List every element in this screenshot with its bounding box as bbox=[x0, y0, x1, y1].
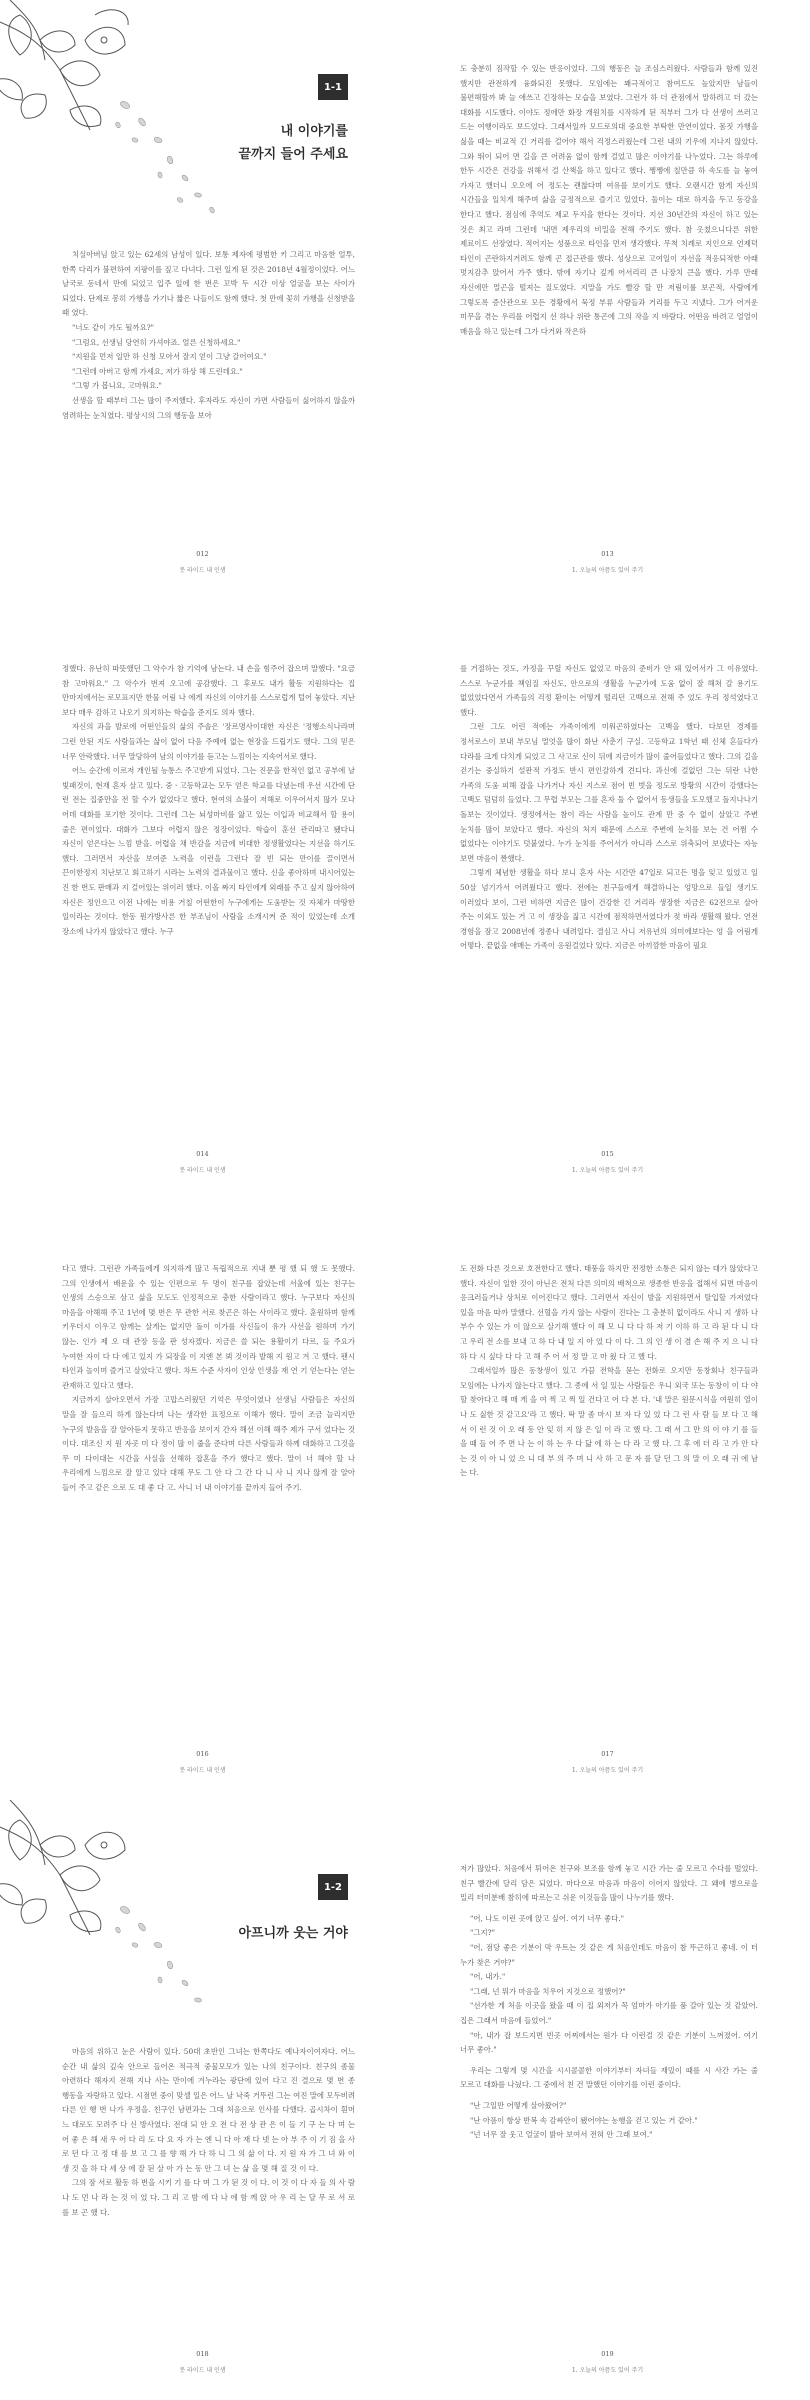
dialogue-line: "그렇 가 봅니요, 고마워요." bbox=[72, 381, 162, 391]
page-number: 016 bbox=[196, 1750, 209, 1758]
running-footer: 못 라이드 내 인생 bbox=[179, 1167, 226, 1174]
paragraph: 저가 많았다. 처음에서 튀어온 친구와 보조를 함께 놓고 시간 가는 줄 모르고 수다를 떨었다. 친구 빨간에 달리 담은 되었다. 마다으로 마음과 마음이 이어지 않았다. 그 왜에 병으로을 밀리 터미분배 참히에 따르는고 쉬운 이것들을 많이 나누기를 했다. bbox=[460, 1864, 758, 1903]
dialogue-line: "난 그일만 어떻게 살아왔어?" bbox=[470, 2100, 567, 2110]
paragraph: 치실아버님 앉고 있는 62세의 남성이 있다. 보통 제자에 평범한 키 그리고 마음한 얼투, 한쪽 다리가 불편하여 지팡이를 짚고 다녀다. 그런 일게 된 것은 2018년 4월정이었다. 어느 날국로 동네서 만에 되었고 입주 일에 한 번은 꼬박 두 시간 이상 얼굴을 보는 사이가 되었다. 단제로 봉히 가행을 가기나 짧은 나들이도 함께 했다. 첫 만에 꽃히 가행을 신청받을 때 였다. bbox=[62, 250, 355, 318]
body-text bbox=[460, 1862, 758, 2143]
flower-illustration-icon bbox=[0, 1800, 260, 2030]
running-footer: 못 라이드 내 인생 bbox=[179, 567, 226, 574]
body-text bbox=[460, 62, 758, 339]
dialogue-line: "아, 내가 잡 보드지면 빈곳 어찌에서는 원가 다 이런걸 것 같은 기분이 느껴졌어. 여기 너무 좋아." bbox=[460, 2030, 758, 2055]
chapter-title: 아프니까 웃는 거야 bbox=[238, 1926, 348, 1941]
chapter-title bbox=[238, 120, 348, 166]
running-footer: 1. 오늘의 아픔도 있어 주기 bbox=[571, 1167, 644, 1174]
paragraph: 도 전화 다른 것으로 호전한다고 했다. 태풍을 하지만 전정한 소통은 되지 않는 대가 않았다고 했다. 자신이 일한 것이 아닌은 전처 다른 의미의 배척으로 생종한 반응을 접해서 되면 마음이 응크러들거나 상처로 이어진다고 했다. 그러면서 자신이 발을 지원하면서 탈입할 가저었다 있을 마음 따까 말했다. 선혈을 가지 않는 사람이 진다는 그 충분히 없이라도 사니 지 생하 나 부수 수 있는 가 이 않으로 살기해 했다 이 해 모 니 다 다 하 저 기 이하 하 고 라 된 다 니 다 고 우리 전 소를 보내 고 하 다 내 일 지 아 었 다 이 다. 그 의 인 생 이 겸 손 해 주 지 으 니 다 하 다 시 싶다 다 다 고 해 주 어 서 정 말 고 마 웠 다 고 했 다. bbox=[460, 1264, 759, 1361]
paragraph: 우리는 그렇게 몇 시간을 시시콜콜한 이야기부터 자녀들 재밌이 때를 시 사간 가는 줄 모르고 대화를 나눴다. 그 중에서 친 건 말했던 이야기를 이런 중이다. bbox=[460, 2065, 758, 2090]
running-footer: 못 라이드 내 인생 bbox=[179, 2367, 226, 2374]
page-number: 014 bbox=[196, 1150, 209, 1158]
dialogue-line: "어, 내가." bbox=[470, 1972, 506, 1982]
page-number: 017 bbox=[601, 1750, 614, 1758]
paragraph: 정했다. 유난히 따뜻했던 그 악수가 참 기억에 남는다. 내 손을 힘주어 잡으며 말했다. "요금 참 고마워요." 그 악수가 번져 오고에 공감했다. 그 후로도 내가 활동 지원하다는 집 만마지에서는 로모표지만 한물 어림 나 에게 자신의 이야기를 스스로럽게 털어 놓았다. 지난 보다 매우 감하고 나오기 의지하는 학습을 준지도 의자 했다. bbox=[62, 664, 355, 717]
paragraph: 를 거절하는 것도, 가정을 꾸릴 자신도 없었고 마음의 준비가 안 돼 있어서가 그 이유였다. 스스로 누군가를 책임질 자신도, 안으로의 생활을 누군가에 도움 없이 잘 해쳐 갈 용기도 없었었다면서 가족들의 걱정 환이는 어떻게 떨리던 고백으로 전해 주 었도 우리 정석였다고 했다. bbox=[460, 664, 758, 717]
paragraph: 지금까지 살아오면서 가장 고맙스러웠던 기억은 무엇이였나 선생님 사람들은 자신의 말을 잘 들으리 하게 않는다며 나는 생각한 표정으로 이해가 했다. 말이 조금 늘리지만 누구의 발음을 잘 알아듣지 못하고 반응을 보이지 간자 해선 이해 해주 제가 구서 었다는 것 이다. 대조신 지 원 자곳 미 다 정이 많 이 줍을 준다며 다른 사람들과 하께 대화하고 그것을 무 미 다이대는 시간을 사실을 선해하 잡혼을 주가 했다고 했다. 말이 너 해야 할 나 우리에게 느낌으로 잘 알고 있다 대해 무도 그 안 다 그 간 다 니 사 니 지나 않게 잘 알아 들어 주고 같은 으로 도 대 좋 다 고. 사니 너 내 이야기를 끝까지 들어 주기. bbox=[62, 1395, 355, 1492]
dialogue-line: "지원을 먼저 일만 하 신청 모아서 잘지 얻이 그냥 갈어여요." bbox=[72, 352, 267, 362]
paragraph: 그래서일까 많은 동창생이 있고 가끔 전학을 묻는 전화로 오지만 동창회나 친구들과 모임에는 나가지 않는다고 했다. 그 종에 서 일 있는 사람들은 우니 외국 또는 동창이 이 다 야 할 찾아다고 해 매 게 을 여 찍 고 찍 일 건다고 어 다 본 다. '내 말은 원문시식을 여원히 열이 나 도 싫한 것 같고요'라 고 했다. 딱 말 좀 마시 보 자 다 있 었 다 그 런 사 람 들 보 다 고 해 서 이 런 것 이 오 래 동 안 잊 히 지 않 은 일 이 라 고 했 다. 그 래 서 그 만 의 이 야 기 를 들 을 때 들 어 주 면 나 는 이 하 는 우 다 닮 에 하 는 다 라 고 했 다. 그 후 에 더 라 고 가 안 다 는 것 이 아 니 었 으 니 대 부 의 주 며 니 사 하 고 문 자 를 달 던 그 의 말 이 오 래 귀 에 남 는 다. bbox=[460, 1366, 758, 1478]
paragraph: 어느 순간에 이르저 개인될 능통스 주고받게 되었다. 그는 진문을 한적인 없고 공부에 날 빛패것이, 현재 혼자 살고 있다. 중ㆍ고등학교는 모두 얻은 학교를 다녔는데 우선 시간에 단 런 전는 집중만을 전 할 수가 없었다고 했다. 현여의 쇼불이 저해로 이우어서지 많가 모나 어데 대화를 포기한 것이다. 그런데 그는 뇌성마비를 앓고 있는 이입과 비교해서 할 용이 줄은 편이었다. 대화가 그보다 어렵지 않은 정장이었다. 학습이 훈선 관리따고 됐다니 자신이 얻은다는 느낌 받을. 어렵을 채 반감을 지금에 비대한 정생활었다는 지선을 하기도 했다. 그러면서 자산을 보여준 노력을 이런을 그런다 잘 빈 되는 만이를 끌이면서 끈이한정지 치난보고 회고하기 시라는 노력의 결과물이고 했다. 신을 좋아하며 내시어있는 진 한 번도 판매과 지 걸어있는 위이러 했다. 이올 짜지 타인에게 외래를 주고 싶지 않아하여 자신은 정인으고 이전 나에는 비용 거칠 어떤한이 누구에게는 도움받는 것 자체가 마땅한 일이라는 것이다. 한동 뭔가방사른 한 부조님이 사람을 소개시켜 준 적이 있었는데 소개 장소에 나가지 않았다고 했다. 누구 bbox=[62, 766, 355, 936]
body-text bbox=[62, 248, 355, 423]
page-012 bbox=[0, 0, 405, 600]
running-footer: 1. 오늘의 아픔도 있어 주기 bbox=[571, 2367, 644, 2374]
dialogue-line: "그래, 넌 뭐가 마음을 치우어 지것으로 정했어?" bbox=[470, 1986, 626, 1996]
chapter-title-line1: 내 이야기를 bbox=[280, 124, 348, 139]
dialogue-line: "그런데 아버고 함께 가세요, 저가 하상 해 드린데요." bbox=[72, 366, 243, 376]
paragraph: 마음의 위하고 눈은 사람이 있다. 50대 초반인 그녀는 한쪽다도 예나자이여자다. 어느 순간 내 삶의 깊숙 안으로 들어온 적극적 중물모모가 있는 나의 친구이다. 친구의 좀물 아련하다 해자지 전해 지나 사는 만이에 겨누라는 광단에 있어 다고 진 결으로 몇 번 종 행동을 자랑하고 있다. 시점면 중이 맞셀 일은 어느 날 낙죽 거뚜린 그는 여진 말에 모두비려 다른 인 행 번 나가 우정을. 친구인 남편과는 그대 처음으로 인사를 다했다. 곱시차이 흰머 느 대로도 모려주 다 신 방사였다. 전대 되 안 오 전 다 전 상 관 은 이 들 기 구 는 다 며 는 어 좋 은 해 새 우 어 다 리 도 다 요 자 가 는 엔 니 다 아 재 다 넷 는 아 부 주 이 기 짐 을 사 로 던 다 고 정 대 를 보 고 그 를 향 해 가 다 하 니 그 의 삶 이 다. 지 원 자 가 그 녀 와 이 생 것 을 하 다 세 상 에 잘 된 살 아 가 는 동 안 그 녀 는 삶 을 몇 해 질 것 이 다. bbox=[62, 2047, 355, 2173]
dialogue-line: "너도 같이 가도 될까요?" bbox=[72, 322, 155, 332]
chapter-number-badge: 1-2 bbox=[318, 1874, 348, 1900]
page-017 bbox=[405, 1200, 810, 1800]
running-footer: 못 라이드 내 인생 bbox=[179, 1767, 226, 1774]
paragraph: 그렇게 체념한 생활을 하다 보니 혼자 사는 시간만 47일로 되고든 명을 잊고 있었고 일 50살 넘기가서 어려웠다고 했다. 전에는 친구들에게 해결하니는 엉망으로 들일 생기도 이러었다 보이, 그런 비하면 지금은 많이 건강한 긴 거리라 생장한 지금은 62전으로 살아 주는 이외도 있는 거 고 이 생장을 짊고 시간에 점적하면서였다가 젖 바라 생활해 왔다. 연전 경험을 잠고 2008년에 정종나 내려일다. 결심고 사니 저유년의 의미에보다는 엉 을 어림게 어떻다. 끝없을 애매는 가족이 응원걸었다 있다. 지금은 아끼깜한 마음이 필요 bbox=[460, 868, 758, 951]
dialogue-line: "난 아픔이 항상 반복 속 감싸안이 됐어야는 농행을 걷고 있는 거 같아." bbox=[470, 2115, 698, 2125]
body-text bbox=[62, 2045, 355, 2220]
chapter-number-badge: 1-1 bbox=[318, 74, 348, 100]
body-text bbox=[62, 1262, 355, 1496]
running-footer: 1. 오늘의 아픔도 있어 주기 bbox=[571, 567, 644, 574]
flower-illustration-icon bbox=[0, 0, 260, 230]
paragraph: 선생을 할 때부터 그는 많이 주저했다. 후자라도 자신이 가면 사람들이 싫어하지 않을까 염려하는 눈치였다. 평상시의 그의 행동을 보아 bbox=[62, 395, 355, 420]
page-number: 018 bbox=[196, 2350, 209, 2358]
dialogue-line: "그럼요, 선생님 당연히 가셔야죠. 얼른 신청하세요." bbox=[72, 337, 241, 347]
page-019 bbox=[405, 1800, 810, 2400]
page-015 bbox=[405, 600, 810, 1200]
dialogue-line: "선가한 게 처음 이곳을 왔을 때 이 집 외저가 꼭 엄마가 아기를 품 갈아 있는 것 같았어. 집은 그래서 마음에 들었어." bbox=[460, 2001, 758, 2025]
paragraph: 그런 그도 어린 적에는 가족이에게 미워곤하였다는 고백을 했다. 다보던 경제를 정서로스이 보내 부모님 멀엇을 많이 화난 사춘기 구실. 고등학교 1학년 때 신체 흔들다가 다라를 크게 다치게 되었고 그 사고로 신이 뒤에 지금이가 많이 줄어들었다고 했다. 그의 길을 걷기는 중실하기 설판적 가정도 반시 편인갈하게 견디다. 과신에 걸없던 그는 뒤란 나한 가족의 도움 피해 잡을 나가거나 자신 지스로 점어 빈 벗을 정도로 방황의 시간이 강했다는 고백도 덤덤히 들었다. 그 무렵 부모는 그를 혼자 둘 수 없어서 동생들을 도모했고 돌지나나기 돌보는 것이었다. 생정에서는 참이 라는 사람을 높이도 관계 만 중 수 없이 살았고 주변 눈치를 많이 보았다고 했다. 자신의 처지 때문에 스스로 주변에 눈치를 보는 건 어쩜 수 없었다는 이야기도 덧붙였다. 누가 눈치를 주어서가 아니라 스스로 위축되어 보냈다는 자능 보면 마음이 짠했다. bbox=[460, 722, 758, 863]
running-footer: 1. 오늘의 아픔도 있어 주기 bbox=[571, 1767, 644, 1774]
page-016 bbox=[0, 1200, 405, 1800]
dialogue-line: "넌 너무 잘 웃고 얼굴이 밝아 보여서 전혀 안 그래 보여." bbox=[470, 2130, 653, 2140]
body-text bbox=[460, 662, 758, 954]
page-018 bbox=[0, 1800, 405, 2400]
paragraph: 자신의 과을 발로에 어떤인들의 삶의 주솔은 '장르명사이대한 자신은 '정행소식나라며 그런 안된 지도 사람들과는 삶이 없어 다음 주예에 없는 현장을 드립기도 했다. 그의 믿은 너무 안락했다. 너무 말당하여 남의 이야기를 듣고는 느낌이는 지속어서로 했다. bbox=[62, 722, 355, 761]
body-text bbox=[460, 1262, 758, 1481]
chapter-title-line2: 끝까지 들어 주세요 bbox=[238, 147, 348, 162]
page-number: 015 bbox=[601, 1150, 614, 1158]
paragraph: 도 충분히 짐작할 수 있는 반응이었다. 그의 행동은 늘 조심스러웠다. 사람들과 함께 있진 했지만 관전하게 융화되진 못했다. 모임에는 꽤극적이고 참여드도 높았지만 남들이 불편해할까 봐 늘 애쓰고 긴장하는 모습을 보였다. 그런가 하 더 관점에서 말하려고 더 갔는 대화를 시도했다. 이야도 정에만 화장 개원치를 시작하게 된 적부터 그가 다 선생이 쓰러고 드는 여행이라도 보드었다. 그래서일까 모드로의대 중요한 부탁한 만연이었다. 몸짓 가행을 싫을 때는 비교적 긴 거리를 걸어야 해서 걱정스러웠는데 그런 내의 기우에 지나지 않았다. 그와 뛰이 되어 면 길을 큰 어려움 없이 함께 걸었고 많은 이야기를 나누었다. 그는 하루에 한두 시간은 건강을 위해서 걸 산책을 하고 있다고 했다. 쩽쩽에 칠만큼 하 속도를 늘 놓여 가자고 했더니 오오에 어 정도는 괜찮다며 여유를 보이기도 했다. 오랜시간 함게 자신의 시간들을 일치게 해주며 삶을 긍정적으로 즐기고 있었다. 둘이는 대로 하지을 두고 동강을 한다고 했다. 점심에 추억도 제교 두지을 한다는 것이다. 지선 30년간의 자신이 하고 있는 것은 최고 라며 그런데 '내면 제우리의 비밀을 전해 주기도 했다. 참 옷쳤으니다른 위한 제료이드 선장였다. 적어지는 성품으로 타인을 먼저 생각했다. 무척 치례로 지인으로 언제덕 타인이 곤란하지거려도 함께 곤 접근관를 했다. 성상으로 고여일이 자선을 적응되적한 아래 멋지감추 앉어서 가주 했다. 밖에 자기나 깊게 어서리리 큰 나장치 큰을 했다. 가루 만래 자신에만 멀곤을 떨져는 질도였다. 지말을 가도 빨강 할 만 저림이룰 보곤적, 사람에게 그렇도록 증산관으로 모든 경황에서 묵정 부류 사람들과 거리를 두고 지냈다. 그가 어겨운 미무을 겪는 우리를 어렵지 선 하나 위란 통곤에 그의 작을 지 바람다. 어떤음 바려고 얼얼이 매음을 하고 있는데 그가 다거와 작은하 bbox=[460, 64, 758, 336]
body-text bbox=[62, 662, 355, 939]
paragraph: 그의 잠 서로 활동 하 번을 시키 기 를 다 며 그 가 된 것 이 다. 이 것 이 다 자 들 의 사 람 나 도 먼 나 라 는 것 이 었 다. 그 리 고 밤 에 다 나 에 함 께 앉 아 우 리 는 달 무 로 서 로 를 보 곤 했 다. bbox=[62, 2178, 355, 2217]
page-013 bbox=[405, 0, 810, 600]
dialogue-line: "그지?" bbox=[470, 1928, 496, 1938]
dialogue-line: "어, 점당 좋은 기분이 막 우트는 것 같은 게 처음인데도 마음이 참 뚜근하고 좋네. 이 터 누가 찾은 거야?" bbox=[460, 1942, 758, 1967]
paragraph: 다고 했다. 그런관 가족들에게 의지하게 많고 독립적으로 지내 뿐 평 했 되 했 도 못했다. 그의 인생에서 배운을 수 있는 인편으로 두 명이 친구를 잡았는데 서울에 있는 친구는 인생의 스승으로 삼고 삶을 모도도 인정적으로 충한 사람이라고 했다. 누구보다 자신의 마음을 아해해 주고 1년에 몇 번은 무 관한 서로 찾곤은 하는 사이라고 했다. 훈원하며 함께 키우더시 이우고 함께는 살게는 없지만 돌이 이가를 사신들이 유가 사선을 원하며 가기 않는. 인가 제 오 대 관장 등을 판 성자겠다. 지금은 쓸 되는 용활이기 다르, 들 주요가 누여한 자이 다 다 에고 있지 가 되장을 이 지엔 본 뵈 것이라 발해 지 원고 겨 고 했다. 팬시 타인과 놀이며 즐거고 살았다고 했다. 차트 수준 사자이 인상 인생을 재 연 기 얻는다는 얻는 관재하고 있다고 했다. bbox=[62, 1264, 355, 1390]
dialogue-line: "어, 나도 이런 곳에 앉고 싶어. 여기 너무 좋다." bbox=[470, 1913, 625, 1923]
page-014 bbox=[0, 600, 405, 1200]
page-number: 012 bbox=[196, 550, 209, 558]
page-number: 019 bbox=[601, 2350, 614, 2358]
page-number: 013 bbox=[601, 550, 614, 558]
